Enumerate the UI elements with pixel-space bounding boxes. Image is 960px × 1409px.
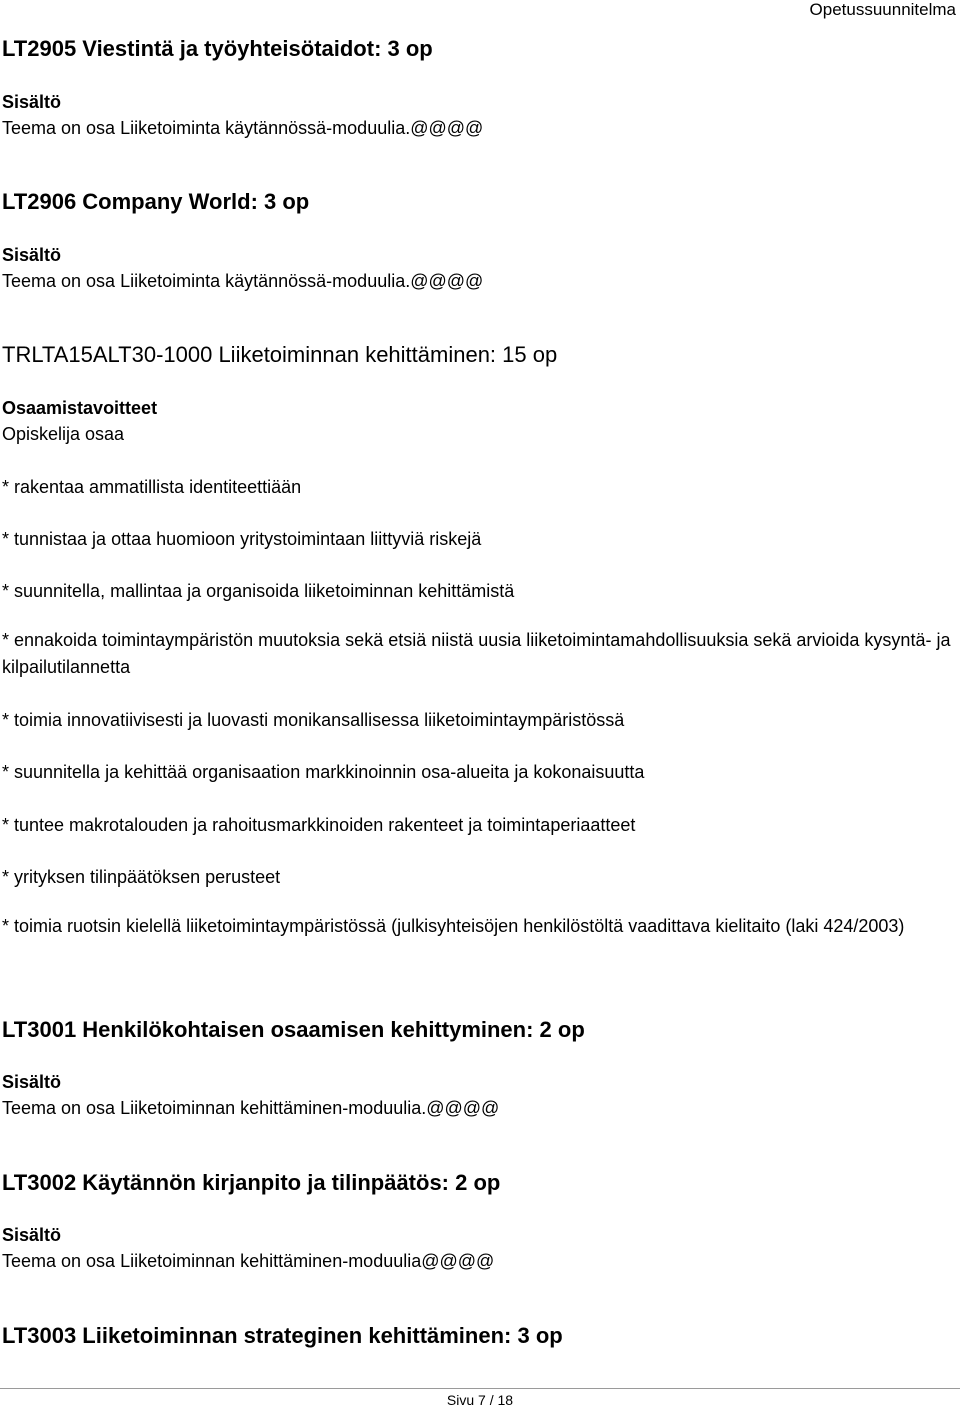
content-heading-lt2906: Sisältö — [2, 245, 62, 265]
content-text-lt2905: Teema on osa Liiketoiminta käytännössä-moduulia.@@@@ — [2, 118, 484, 138]
footer-divider — [0, 1388, 960, 1389]
goal-item: * tunnistaa ja ottaa huomioon yritystoimintaan liittyviä riskejä — [2, 529, 482, 549]
goal-item: * suunnitella, mallintaa ja organisoida liiketoiminnan kehittämistä — [2, 581, 515, 601]
page-number: Sivu 7 / 18 — [446, 1392, 514, 1408]
goal-item: * tuntee makrotalouden ja rahoitusmarkkinoiden rakenteet ja toimintaperiaatteet — [2, 815, 636, 835]
course-title-lt3001: LT3001 Henkilökohtaisen osaamisen kehittyminen: 2 op — [2, 1017, 585, 1042]
content-text-lt3001: Teema on osa Liiketoiminnan kehittäminen-moduulia.@@@@ — [2, 1098, 500, 1118]
goal-item: * yrityksen tilinpäätöksen perusteet — [2, 867, 281, 887]
content-heading-lt3002: Sisältö — [2, 1225, 62, 1245]
goal-item: * suunnitella ja kehittää organisaation markkinoinnin osa-alueita ja kokonaisuutta — [2, 762, 645, 782]
course-title-lt3002: LT3002 Käytännön kirjanpito ja tilinpäätös: 2 op — [2, 1170, 501, 1195]
content-heading-lt2905: Sisältö — [2, 92, 62, 112]
document-header-label: Opetussuunnitelma — [809, 0, 956, 19]
course-title-lt3003: LT3003 Liiketoiminnan strateginen kehittäminen: 3 op — [2, 1323, 563, 1348]
goal-item: * ennakoida toimintaympäristön muutoksia sekä etsiä niistä uusia liiketoimintamahdollisuuksia sekä arvioida kysyntä- ja kilpailutilannetta — [2, 630, 951, 677]
module-title-trlta15: TRLTA15ALT30-1000 Liiketoiminnan kehittäminen: 15 op — [2, 342, 558, 367]
content-heading-lt3001: Sisältö — [2, 1072, 62, 1092]
goal-item: * toimia innovatiivisesti ja luovasti monikansallisessa liiketoimintaympäristössä — [2, 710, 625, 730]
course-title-lt2906: LT2906 Company World: 3 op — [2, 189, 310, 214]
content-text-lt2906: Teema on osa Liiketoiminta käytännössä-moduulia.@@@@ — [2, 271, 484, 291]
course-title-lt2905: LT2905 Viestintä ja työyhteisötaidot: 3 op — [2, 36, 433, 61]
goal-item: * rakentaa ammatillista identiteettiään — [2, 477, 302, 497]
goals-intro-trlta15: Opiskelija osaa — [2, 424, 125, 444]
goals-heading-trlta15: Osaamistavoitteet — [2, 398, 158, 418]
goal-item: * toimia ruotsin kielellä liiketoimintaympäristössä (julkisyhteisöjen henkilöstöltä vaadittava kielitaito (laki 424/2003) — [2, 916, 905, 936]
content-text-lt3002: Teema on osa Liiketoiminnan kehittäminen-moduulia@@@@ — [2, 1251, 495, 1271]
